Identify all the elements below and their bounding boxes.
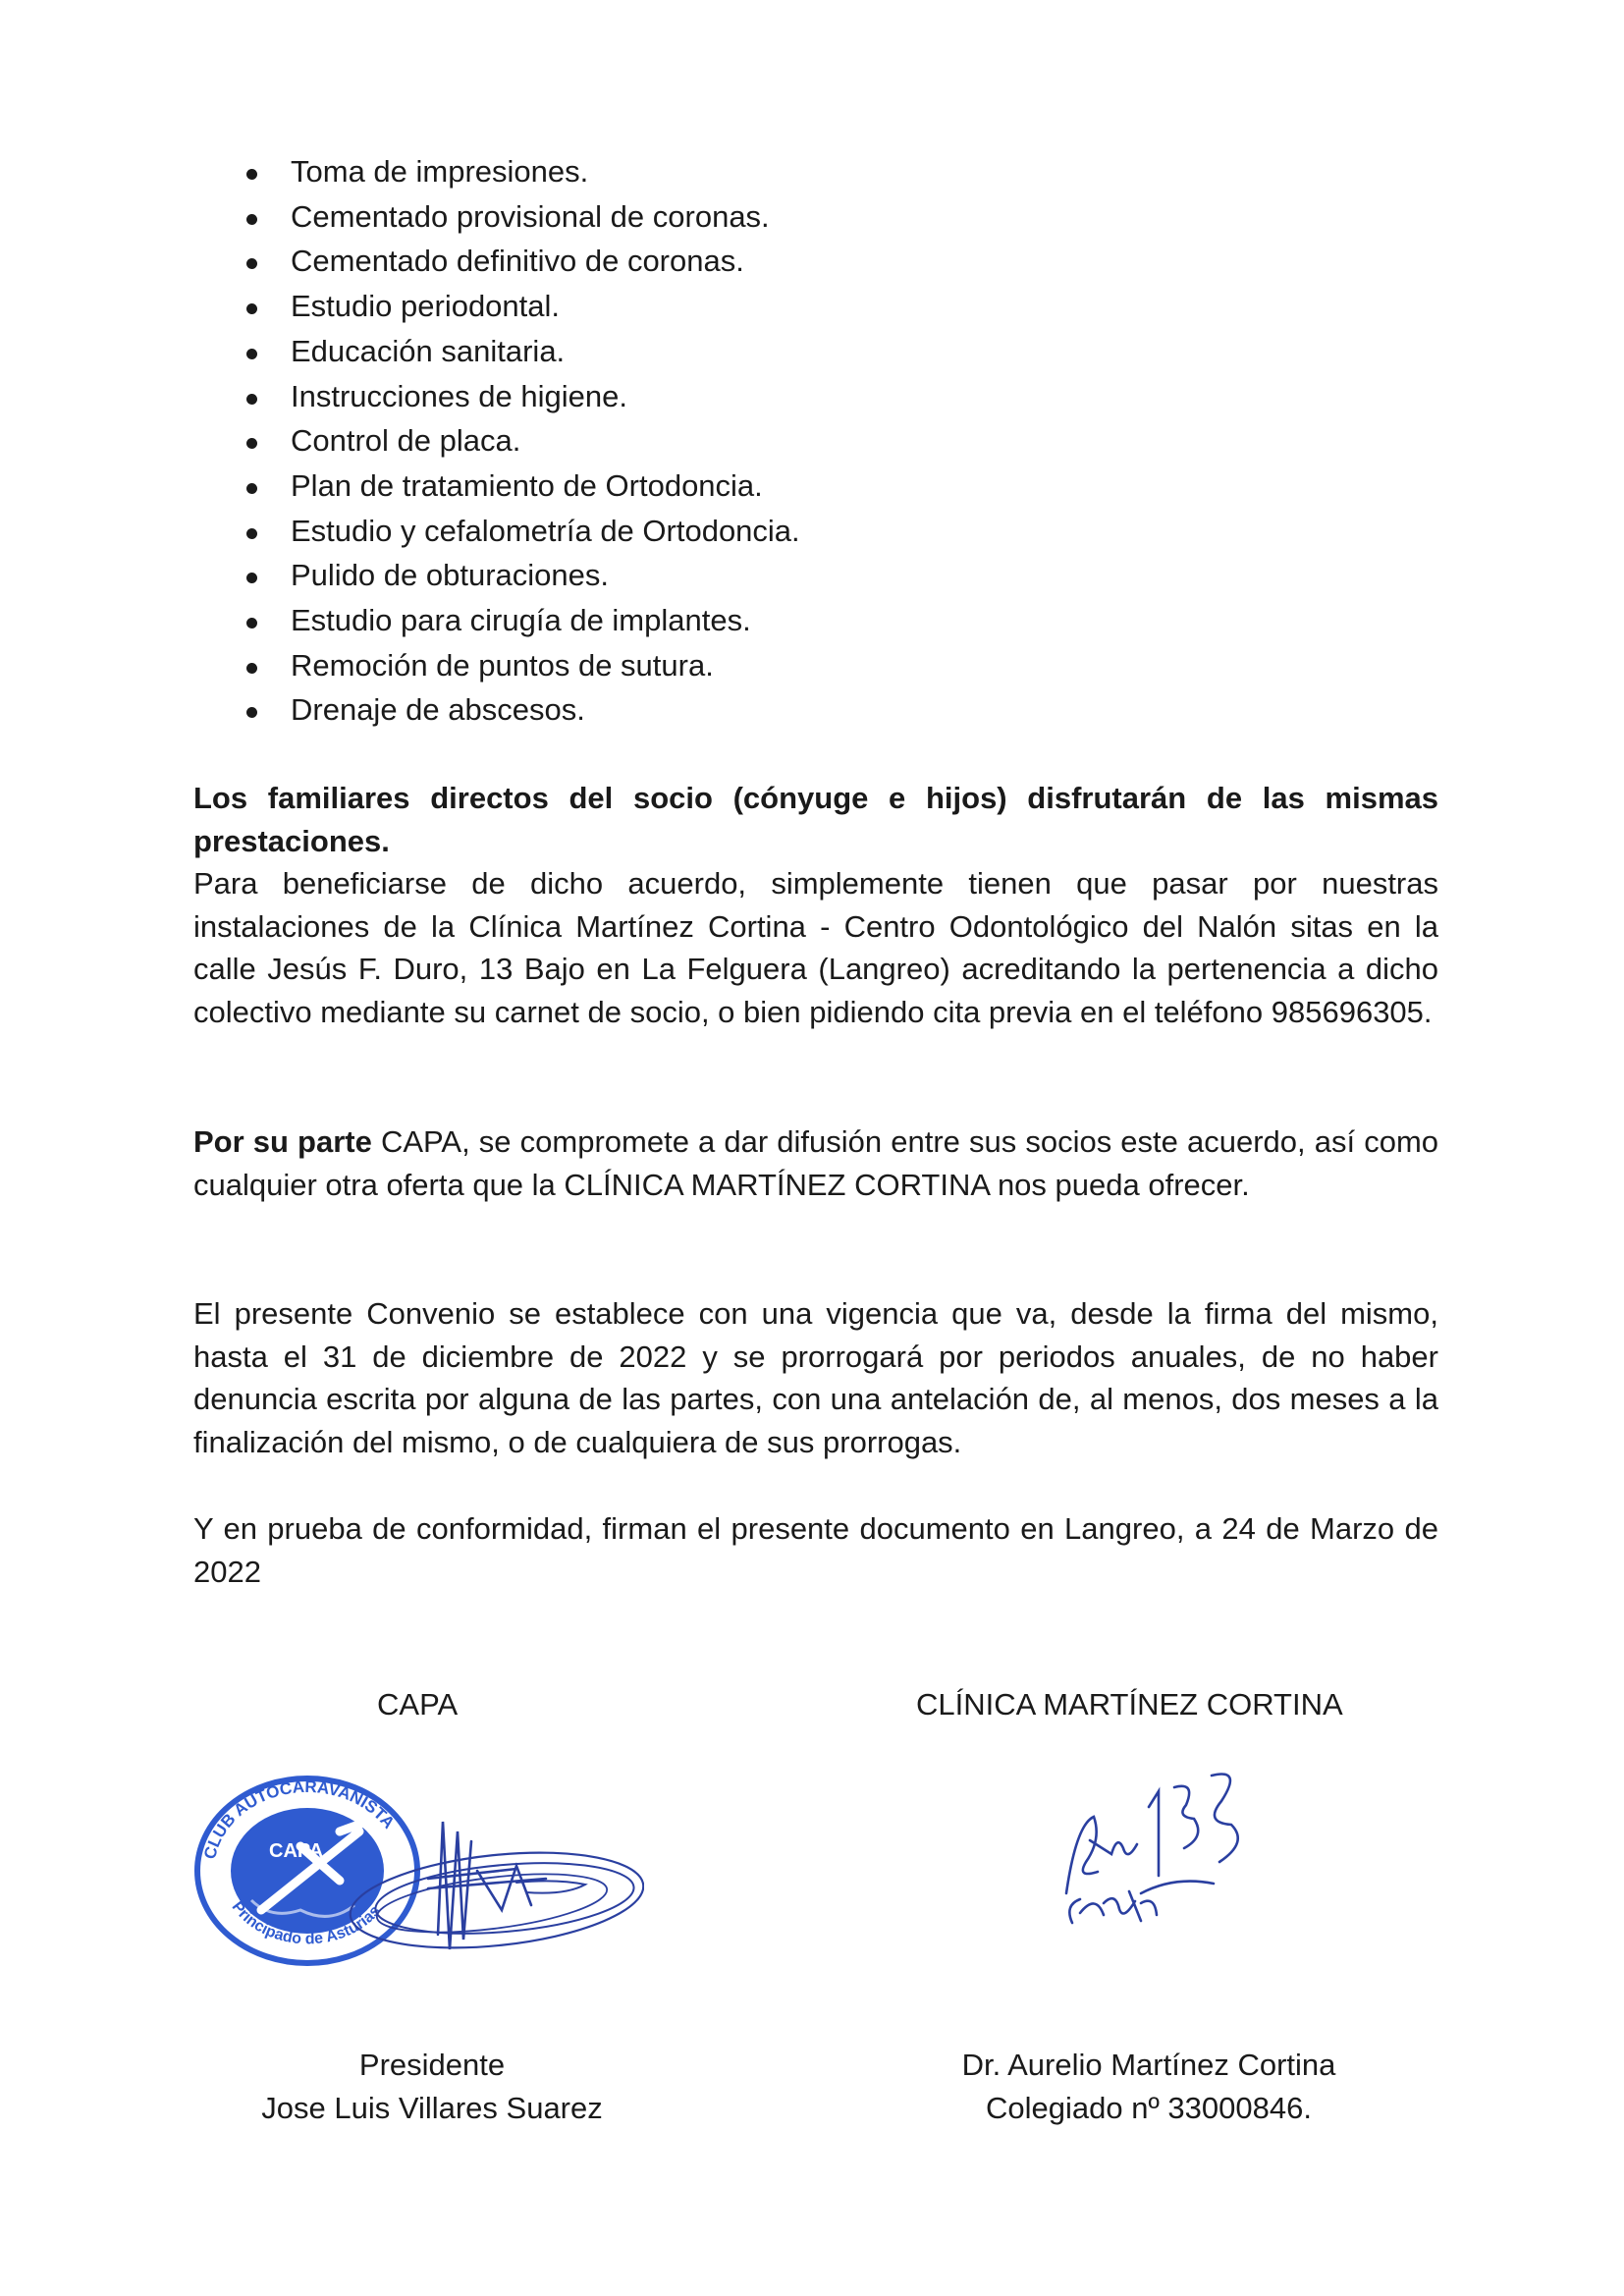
bullet-icon <box>246 573 257 583</box>
service-label: Cementado provisional de coronas. <box>291 198 770 234</box>
conformity-paragraph: Y en prueba de conformidad, firman el presente documento en Langreo, a 24 de Marzo de 2022 <box>193 1511 1438 1589</box>
service-label: Remoción de puntos de sutura. <box>291 647 714 683</box>
service-label: Estudio para cirugía de implantes. <box>291 603 751 638</box>
bullet-icon <box>246 663 257 674</box>
service-list-item <box>236 149 800 194</box>
service-label: Cementado definitivo de coronas. <box>291 244 744 279</box>
service-label: Pulido de obturaciones. <box>291 558 610 593</box>
bullet-icon <box>246 349 257 359</box>
service-list-item <box>236 687 800 733</box>
capa-commitment-text: CAPA, se compromete a dar difusión entre sus socios este acuerdo, así como cualquier otra oferta que la CLÍNICA MARTÍNEZ CORTINA nos pueda ofrecer. <box>193 1124 1439 1202</box>
service-label: Control de placa. <box>291 423 521 459</box>
service-list-item <box>236 329 800 374</box>
bullet-icon <box>246 303 257 314</box>
signatory-right-block <box>933 2044 1365 2130</box>
signatory-left-block <box>236 2044 628 2130</box>
signatory-right-registration: Colegiado nº 33000846. <box>986 2091 1312 2125</box>
seal-text-top: CLUB AUTOCARAVANISTA <box>200 1777 399 1862</box>
signatory-right-name: Dr. Aurelio Martínez Cortina <box>961 2048 1336 2082</box>
bullet-icon <box>246 394 257 405</box>
convenio-paragraph: El presente Convenio se establece con una vigencia que va, desde la firma del mismo, hasta el 31 de diciembre de 2022 y se prorrogará por periodos anuales, de no haber denuncia escrita por alguna de las partes, con una antelación de, al menos, dos meses a la finalización del mismo, o de cualquiera de sus prorrogas. <box>193 1296 1438 1459</box>
bullet-icon <box>246 438 257 449</box>
service-list-item <box>236 553 800 598</box>
service-list-item <box>236 598 800 643</box>
signatory-left-role: Presidente <box>358 2048 506 2082</box>
service-list-item <box>236 239 800 284</box>
service-list-item <box>236 284 800 329</box>
capa-commitment-paragraph <box>193 1121 1438 1206</box>
service-list-item <box>236 194 800 240</box>
capa-seal <box>197 1777 417 1963</box>
service-label: Estudio y cefalometría de Ortodoncia. <box>291 513 800 548</box>
capa-commitment-bold: Por su parte <box>193 1124 372 1159</box>
bullet-icon <box>246 258 257 269</box>
bullet-icon <box>246 618 257 629</box>
service-list-item <box>236 643 800 688</box>
service-label: Estudio periodontal. <box>291 289 561 324</box>
signatory-right-party: CLÍNICA MARTÍNEZ CORTINA <box>916 1687 1343 1722</box>
bullet-icon <box>246 483 257 494</box>
seal-text-bottom: Principado de Asturias <box>228 1898 384 1948</box>
capa-president-signature <box>346 1822 644 1960</box>
service-list-item <box>236 374 800 419</box>
service-label: Plan de tratamiento de Ortodoncia. <box>291 467 763 503</box>
service-label: Drenaje de abscesos. <box>291 692 585 728</box>
service-list-item <box>236 418 800 464</box>
family-instructions: Para beneficiarse de dicho acuerdo, simplemente tienen que pasar por nuestras instalaciones de la Clínica Martínez Cortina - Centro Odontológico del Nalón sitas en la calle Jesús F. Duro, 13 Bajo en La Felguera (Langreo) acreditando la pertenencia a dicho colectivo mediante su carnet de socio, o bien pidiendo cita previa en el teléfono 985696305. <box>193 866 1438 1029</box>
seal-center-label: CAPA <box>269 1840 324 1862</box>
service-label: Educación sanitaria. <box>291 333 566 368</box>
services-list <box>236 149 800 733</box>
service-list-item <box>236 464 800 509</box>
bullet-icon <box>246 528 257 539</box>
family-paragraph <box>193 777 1438 1033</box>
bullet-icon <box>246 169 257 180</box>
signatory-left-party: CAPA <box>377 1687 459 1722</box>
bullet-icon <box>246 214 257 225</box>
service-label: Instrucciones de higiene. <box>291 378 627 413</box>
doctor-signature <box>1047 1746 1282 1954</box>
bullet-icon <box>246 707 257 718</box>
signatory-left-name: Jose Luis Villares Suarez <box>261 2091 603 2125</box>
service-label: Toma de impresiones. <box>291 154 589 189</box>
family-bold-statement: Los familiares directos del socio (cónyuge e hijos) disfrutarán de las mismas prestaciones. <box>193 781 1438 858</box>
service-list-item <box>236 509 800 554</box>
capa-seal-and-signature <box>192 1763 644 1969</box>
